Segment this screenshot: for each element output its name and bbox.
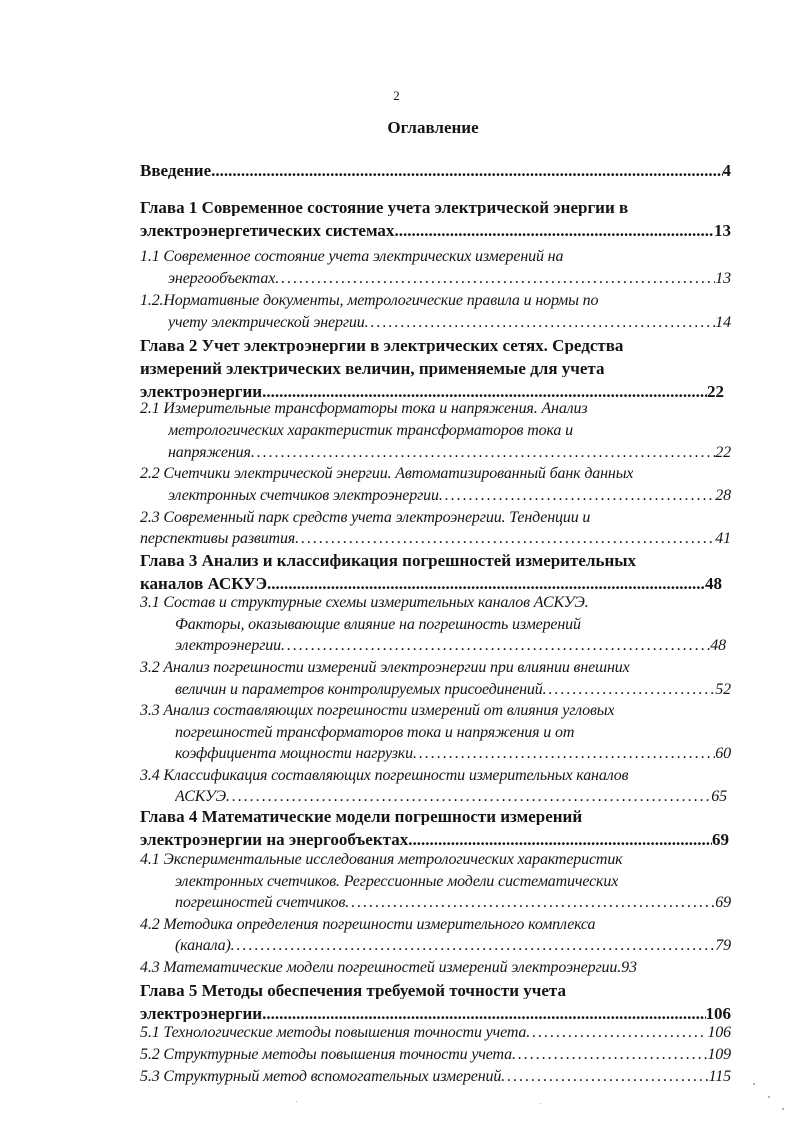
chapter-5-title-end[interactable]: электроэнергии ..... 106: [140, 1005, 731, 1022]
toc-page-number: 41: [715, 531, 731, 547]
leader-dots: [501, 1069, 708, 1085]
toc-page-number: 48: [705, 575, 722, 592]
section-2-1[interactable]: 2.1 Измерительные трансформаторы тока и напряжения. Анализ: [140, 401, 588, 417]
chapter-3-title[interactable]: Глава 3 Анализ и классификация погрешностей измерительных: [140, 552, 637, 569]
toc-page-number: 69: [712, 831, 729, 848]
toc-page-number: 109: [707, 1047, 731, 1063]
section-4-3[interactable]: 4.3 Математические модели погрешностей измерений электроэнергии. 93: [140, 960, 637, 976]
section-2-1-end[interactable]: напряжения ..... 22: [168, 445, 731, 461]
toc-page-number: 28: [715, 488, 731, 504]
leader-dots: [226, 789, 711, 805]
toc-title: Оглавление: [387, 118, 479, 137]
leader-dots: [408, 831, 712, 848]
section-1-1[interactable]: 1.1 Современное состояние учета электрических измерений на: [140, 249, 564, 265]
section-3-2[interactable]: 3.2 Анализ погрешности измерений электроэнергии при влиянии внешних: [140, 660, 630, 676]
toc-page-number: 79: [715, 938, 731, 954]
toc-page-number: 115: [708, 1069, 731, 1085]
toc-page-number: 52: [715, 682, 731, 698]
chapter-4-title-end[interactable]: электроэнергии на энергообъектах ..... 69: [140, 831, 729, 848]
leader-dots: [262, 383, 707, 400]
section-3-1-line2[interactable]: Факторы, оказывающие влияние на погрешность измерений: [175, 617, 581, 633]
toc-page-number: 13: [715, 271, 731, 287]
toc-page-number: 69: [715, 895, 731, 911]
toc-page-number: 106: [707, 1025, 731, 1041]
section-3-3-end[interactable]: коэффициента мощности нагрузки ..... 60: [175, 746, 731, 762]
section-2-3[interactable]: 2.3 Современный парк средств учета электроэнергии. Тенденции и: [140, 510, 591, 526]
chapter-1-title-end[interactable]: электроэнергетических системах ..... 13: [140, 222, 731, 239]
section-3-2-end[interactable]: величин и параметров контролируемых присоединений ..... 52: [175, 682, 731, 698]
leader-dots: [365, 315, 716, 331]
leader-dots: [543, 682, 716, 698]
toc-page-number: 13: [714, 222, 731, 239]
toc-page-number: 22: [707, 383, 724, 400]
section-5-2[interactable]: 5.2 Структурные методы повышения точности учета ..... 109: [140, 1047, 731, 1063]
toc-entry-intro[interactable]: [140, 162, 731, 179]
toc-page-number: 48: [710, 638, 726, 654]
section-3-3[interactable]: 3.3 Анализ составляющих погрешности измерений от влияния угловых: [140, 703, 615, 719]
toc-page-number: 93: [621, 960, 637, 976]
toc-entry-label: Введение: [140, 162, 212, 179]
page-number: 2: [393, 88, 400, 103]
leader-dots: [439, 488, 715, 504]
toc-page-number: 22: [715, 445, 731, 461]
leader-dots: [345, 895, 715, 911]
section-4-1-line2[interactable]: электронных счетчиков. Регрессионные модели систематических: [175, 874, 619, 890]
leader-dots: [231, 938, 716, 954]
leader-dots: [281, 638, 710, 654]
leader-dots: [211, 162, 722, 179]
scan-speck: [768, 1096, 770, 1098]
leader-dots: [267, 575, 705, 592]
chapter-2-title-line2[interactable]: измерений электрических величин, применяемые для учета: [140, 360, 605, 377]
section-4-2[interactable]: 4.2 Методика определения погрешности измерительного комплекса: [140, 917, 596, 933]
section-2-2-end[interactable]: электронных счетчиков электроэнергии ..... 28: [168, 488, 731, 504]
section-4-1[interactable]: 4.1 Экспериментальные исследования метрологических характеристик: [140, 852, 623, 868]
section-5-3[interactable]: 5.3 Структурный метод вспомогательных измерений ..... 115: [140, 1069, 731, 1085]
chapter-5-title[interactable]: Глава 5 Методы обеспечения требуемой точности учета: [140, 982, 566, 999]
scan-speck: [753, 1083, 755, 1085]
toc-page-number: 65: [711, 789, 727, 805]
toc-page-number: 14: [715, 315, 731, 331]
leader-dots: [526, 1025, 707, 1041]
section-4-2-end[interactable]: (канала) ..... 79: [175, 938, 731, 954]
scan-speck: [296, 1101, 297, 1102]
toc-page-number: 4: [722, 162, 731, 179]
leader-dots: [512, 1047, 707, 1063]
scan-speck: [782, 1108, 784, 1110]
section-1-1-end[interactable]: энергообъектах ..... 13: [168, 271, 731, 287]
leader-dots: [275, 271, 715, 287]
chapter-2-title[interactable]: Глава 2 Учет электроэнергии в электрических сетях. Средства: [140, 337, 624, 354]
leader-dots: [413, 746, 715, 762]
section-3-4-end[interactable]: АСКУЭ ..... 65: [175, 789, 727, 805]
section-2-2[interactable]: 2.2 Счетчики электрической энергии. Автоматизированный банк данных: [140, 466, 634, 482]
section-3-3-line2[interactable]: погрешностей трансформаторов тока и напряжения и от: [175, 725, 575, 741]
section-1-2-end[interactable]: учету электрической энергии ..... 14: [168, 315, 731, 331]
leader-dots: [394, 222, 714, 239]
chapter-3-title-end[interactable]: каналов АСКУЭ ..... 48: [140, 575, 722, 592]
chapter-4-title[interactable]: Глава 4 Математические модели погрешности измерений: [140, 808, 583, 825]
section-5-1[interactable]: 5.1 Технологические методы повышения точности учета ..... 106: [140, 1025, 731, 1041]
section-3-4[interactable]: 3.4 Классификация составляющих погрешности измерительных каналов: [140, 768, 629, 784]
section-4-1-end[interactable]: погрешностей счетчиков ..... 69: [175, 895, 731, 911]
section-1-2[interactable]: 1.2.Нормативные документы, метрологические правила и нормы по: [140, 293, 599, 309]
section-3-1[interactable]: 3.1 Состав и структурные схемы измерительных каналов АСКУЭ.: [140, 595, 589, 611]
chapter-1-title[interactable]: Глава 1 Современное состояние учета электрической энергии в: [140, 199, 629, 216]
section-3-1-end[interactable]: электроэнергии ..... 48: [175, 638, 726, 654]
section-2-3-end[interactable]: перспективы развития ..... 41: [140, 531, 731, 547]
leader-dots: [295, 531, 715, 547]
leader-dots: [262, 1005, 705, 1022]
toc-page-number: 60: [715, 746, 731, 762]
toc-page-number: 106: [705, 1005, 731, 1022]
leader-dots: [251, 445, 715, 461]
scan-speck: [540, 1103, 541, 1104]
section-2-1-line2[interactable]: метрологических характеристик трансформаторов тока и: [168, 423, 573, 439]
chapter-2-title-end[interactable]: электроэнергии ..... 22: [140, 383, 724, 400]
